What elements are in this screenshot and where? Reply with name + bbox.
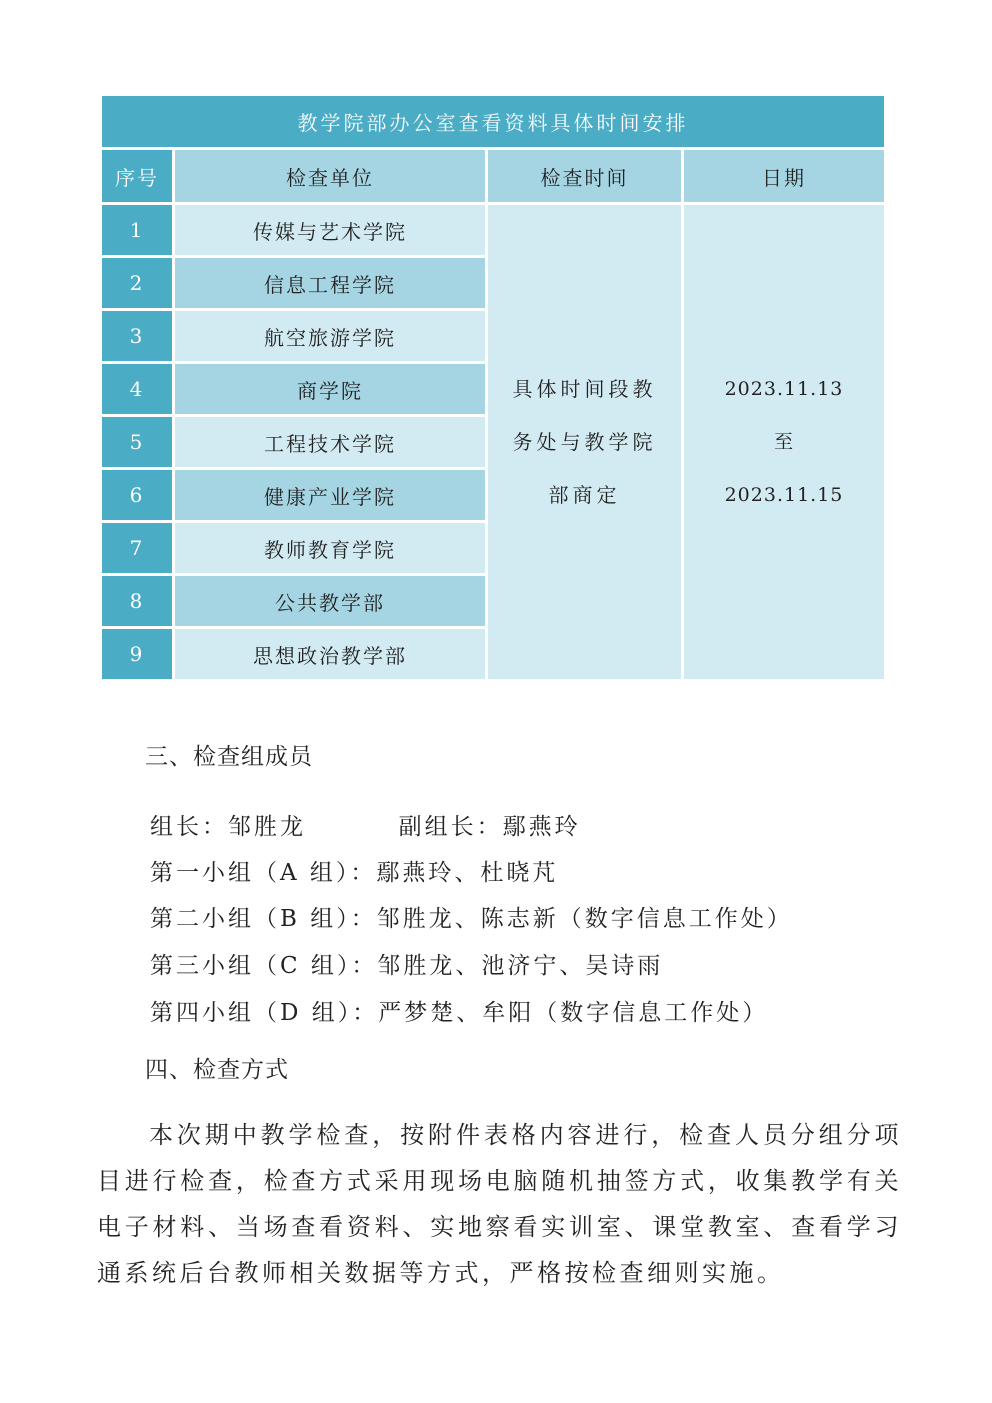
group-line: 第一小组（A 组）：鄢燕玲、杜晓芃 xyxy=(150,860,559,886)
date-cell xyxy=(684,205,884,679)
section4-heading: 四、检查方式 xyxy=(145,1057,289,1083)
row-index: 8 xyxy=(102,576,172,626)
header-unit: 检查单位 xyxy=(175,150,485,202)
row-index: 3 xyxy=(102,311,172,361)
header-date: 日期 xyxy=(684,150,884,202)
row-unit: 健康产业学院 xyxy=(175,470,485,520)
group-line: 第三小组（C 组）：邹胜龙、池济宁、吴诗雨 xyxy=(150,953,664,979)
row-unit: 公共教学部 xyxy=(175,576,485,626)
row-index: 7 xyxy=(102,523,172,573)
header-time: 检查时间 xyxy=(488,150,681,202)
row-index: 6 xyxy=(102,470,172,520)
group-line: 第二小组（B 组）：邹胜龙、陈志新（数字信息工作处） xyxy=(150,906,793,932)
row-unit: 思想政治教学部 xyxy=(175,629,485,679)
table-title: 教学院部办公室查看资料具体时间安排 xyxy=(102,96,884,147)
row-index: 1 xyxy=(102,205,172,255)
table-row xyxy=(102,205,884,255)
leader-line xyxy=(150,808,581,841)
leader: 组长：邹胜龙 xyxy=(150,814,306,840)
date-to: 至 xyxy=(773,430,794,453)
row-index: 4 xyxy=(102,364,172,414)
row-index: 5 xyxy=(102,417,172,467)
group-line: 第四小组（D 组）：严梦楚、牟阳（数字信息工作处） xyxy=(150,1000,769,1026)
header-index: 序号 xyxy=(102,150,172,202)
date-start: 2023.11.13 xyxy=(724,377,844,400)
row-unit: 信息工程学院 xyxy=(175,258,485,308)
method-paragraph: 本次期中教学检查，按附件表格内容进行，检查人员分组分项目进行检查，检查方式采用现场电脑随机抽签方式，收集教学有关电子材料、当场查看资料、实地察看实训室、课堂教室、查看学习通系统后台教师相关数据等方式，严格按检查细则实施。 xyxy=(97,1121,902,1287)
deputy-leader: 副组长：鄢燕玲 xyxy=(398,814,581,840)
row-unit: 传媒与艺术学院 xyxy=(175,205,485,255)
schedule-table xyxy=(99,93,887,682)
row-unit: 商学院 xyxy=(175,364,485,414)
row-index: 9 xyxy=(102,629,172,679)
row-unit: 教师教育学院 xyxy=(175,523,485,573)
date-end: 2023.11.15 xyxy=(724,483,844,506)
row-unit: 航空旅游学院 xyxy=(175,311,485,361)
row-index: 2 xyxy=(102,258,172,308)
row-unit: 工程技术学院 xyxy=(175,417,485,467)
inspection-time-cell: 具体时间段教务处与教学院部商定 xyxy=(488,205,681,679)
section3-heading: 三、检查组成员 xyxy=(145,744,313,770)
